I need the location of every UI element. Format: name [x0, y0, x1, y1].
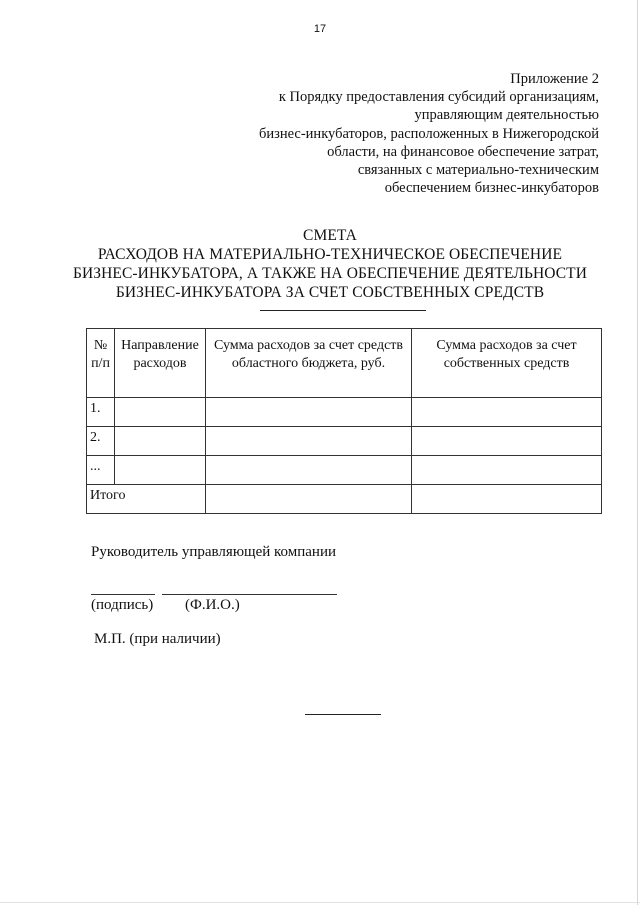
row-direction	[115, 427, 206, 456]
title-underline	[260, 310, 426, 311]
row-number: 1.	[87, 398, 115, 427]
header-number: № п/п	[87, 329, 115, 398]
row-own-sum	[412, 427, 602, 456]
total-label: Итого	[87, 485, 206, 514]
scan-bottom-edge	[0, 902, 640, 903]
stamp-label: М.П. (при наличии)	[94, 631, 221, 647]
table-header-row	[87, 329, 602, 398]
title-line: БИЗНЕС-ИНКУБАТОРА, А ТАКЖЕ НА ОБЕСПЕЧЕНИЕ ДЕЯТЕЛЬНОСТИ	[72, 265, 588, 282]
page-number: 17	[313, 23, 327, 35]
signature-label: (подпись)	[91, 597, 154, 613]
appendix-line: к Порядку предоставления субсидий организациям,	[278, 89, 599, 106]
row-direction	[115, 456, 206, 485]
table-total-row	[87, 485, 602, 514]
total-own-sum	[412, 485, 602, 514]
title-line: РАСХОДОВ НА МАТЕРИАЛЬНО-ТЕХНИЧЕСКОЕ ОБЕСПЕЧЕНИЕ	[97, 246, 563, 263]
table-row	[87, 427, 602, 456]
row-budget-sum	[206, 427, 412, 456]
table-row	[87, 456, 602, 485]
appendix-line: связанных с материально-техническим	[357, 162, 599, 179]
table-row	[87, 398, 602, 427]
scan-edge	[637, 0, 638, 905]
signature-heading: Руководитель управляющей компании	[91, 544, 337, 560]
fio-label: (Ф.И.О.)	[185, 597, 240, 613]
appendix-line: области, на финансовое обеспечение затрат,	[327, 143, 599, 160]
header-own-sum: Сумма расходов за счет собственных средств	[412, 329, 602, 398]
estimate-table	[86, 328, 602, 514]
row-own-sum	[412, 398, 602, 427]
appendix-line: Приложение 2	[510, 71, 599, 87]
document-title	[60, 226, 600, 302]
appendix-line: бизнес-инкубаторов, расположенных в Нижегородской	[258, 125, 599, 142]
appendix-note	[219, 70, 599, 197]
header-direction: Направление расходов	[115, 329, 206, 398]
signature-line	[91, 594, 155, 595]
row-budget-sum	[206, 398, 412, 427]
appendix-line: обеспечением бизнес-инкубаторов	[384, 180, 599, 197]
appendix-line: управляющим деятельностью	[414, 107, 599, 124]
row-budget-sum	[206, 456, 412, 485]
name-line	[162, 594, 337, 595]
row-number: 2.	[87, 427, 115, 456]
row-number: ...	[87, 456, 115, 485]
row-own-sum	[412, 456, 602, 485]
row-direction	[115, 398, 206, 427]
title-line: БИЗНЕС-ИНКУБАТОРА ЗА СЧЕТ СОБСТВЕННЫХ СРЕДСТВ	[115, 284, 545, 301]
title-line: СМЕТА	[303, 227, 357, 244]
header-budget-sum: Сумма расходов за счет средств областного бюджета, руб.	[206, 329, 412, 398]
end-rule	[305, 714, 381, 715]
total-budget-sum	[206, 485, 412, 514]
